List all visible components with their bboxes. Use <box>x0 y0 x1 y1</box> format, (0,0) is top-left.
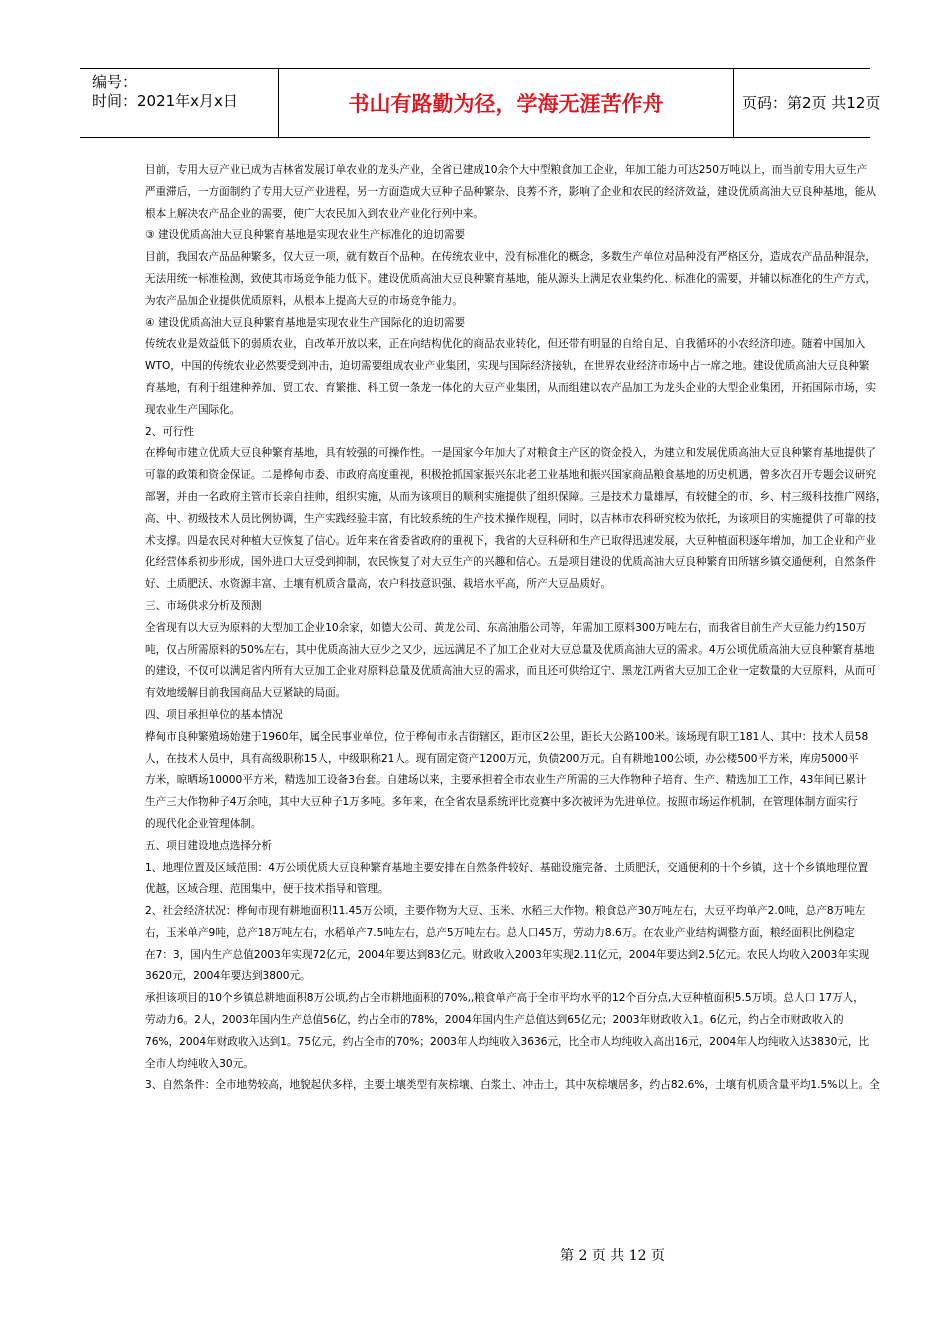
header-page-cell <box>732 69 881 137</box>
body-line: WTO，中国的传统农业必然要受到冲击，迫切需要组成农业产业集团，实现与国际经济接轨，在世界农业经济市场中占一席之地。建设优质高油大豆良种繁 <box>145 360 870 373</box>
body-line: 右，玉米单产9吨，总产18万吨左右，水稻单产7.5吨左右，总产5万吨左右。总人口45万，劳动力8.6万。在农业产业结构调整方面，粮经面积比例稳定 <box>145 926 855 939</box>
header-motto-cell <box>278 69 734 137</box>
body-line: 1、地理位置及区域范围：4万公顷优质大豆良种繁育基地主要安排在自然条件较好、基础设施完备、土质肥沃，交通便利的十个乡镇，这十个乡镇地理位置 <box>145 861 869 874</box>
body-line: ③ 建设优质高油大豆良种繁育基地是实现农业生产标准化的迫切需要 <box>145 229 466 242</box>
body-line: 的建设，不仅可以满足省内所有大豆加工企业对原料总量及优质高油大豆的需求，而且还可供给辽宁、黑龙江两省大豆加工企业一定数量的大豆原料，从而可 <box>145 665 876 678</box>
body-line: 四、项目承担单位的基本情况 <box>145 708 283 721</box>
body-line: 吨，仅占所需原料的50%左右，其中优质高油大豆少之又少，远远满足不了加工企业对大豆总量及优质高油大豆的需求。4万公顷优质高油大豆良种繁育基地 <box>145 643 875 656</box>
body-line: 术支撑。四是农民对种植大豆恢复了信心。近年来在省委省政府的重视下，我省的大豆科研和生产已取得迅速发展，大豆种植面积逐年增加，加工企业和产业 <box>145 534 876 547</box>
header-meta-cell <box>80 69 278 137</box>
body-text <box>145 160 887 1097</box>
body-line: 为农产品加企业提供优质原料，从根本上提高大豆的市场竞争能力。 <box>145 294 463 307</box>
body-line: 育基地，有利于组建种养加、贸工农、育繁推、科工贸一条龙一体化的大豆产业集团，从而组建以农产品加工为龙头企业的大型企业集团，开拓国际市场，实 <box>145 381 876 394</box>
body-line: 在桦甸市建立优质大豆良种繁育基地，具有较强的可操作性。一是国家今年加大了对粮食主产区的资金投入，为建立和发展优质高油大豆良种繁育基地提供了 <box>145 447 876 460</box>
body-line: 劳动力6。2人，2003年国内生产总值56亿，约占全市的78%，2004年国内生产总值达到65亿元；2003年财政收入1。6亿元，约占全市财政收入的 <box>145 1014 844 1027</box>
body-line: 优越，区域合理、范围集中，便于技术指导和管理。 <box>145 883 389 896</box>
page-header <box>80 68 881 138</box>
header-page-code: 页码：第2页 共12页 <box>742 94 881 112</box>
body-line: 桦甸市良种繁殖场始建于1960年，属全民事业单位，位于桦甸市永吉街辖区，距市区2公里，距长大公路100米。该场现有职工181人、其中：技术人员58 <box>145 730 869 743</box>
header-motto: 书山有路勤为径，学海无涯苦作舟 <box>348 92 664 116</box>
body-line: 全市人均纯收入30元。 <box>145 1057 254 1070</box>
body-line: 目前，我国农产品品种繁多，仅大豆一项，就有数百个品种。在传统农业中，没有标准化的概念，多数生产单位对品种没有严格区分，造成农产品品种混杂， <box>145 251 876 264</box>
page-footer: 第 2 页 共 12 页 <box>560 1248 665 1264</box>
body-line: 五、项目建设地点选择分析 <box>145 839 273 852</box>
body-line: 3、自然条件：全市地势较高，地貌起伏多样，主要土壤类型有灰棕壤、白浆土、冲击土，其中灰棕壤居多，约占82.6%，土壤有机质含量平均1.5%以上。全 <box>145 1079 880 1092</box>
body-line: 76%，2004年财政收入达到1。75亿元，约占全市的70%；2003年人均纯收入3636元，比全市人均纯收入高出16元，2004年人均纯收入达3830元，比 <box>145 1035 870 1048</box>
body-line: 2、可行性 <box>145 425 195 438</box>
body-line: 化经营体系初步形成，国外进口大豆受到抑制，农民恢复了对大豆生产的兴趣和信心。五是项目建设的优质高油大豆良种繁育田所辖乡镇交通便利，自然条件 <box>145 556 876 569</box>
body-line: 好、土质肥沃、水资源丰富、土壤有机质含量高，农户科技意识强、栽培水平高，所产大豆品质好。 <box>145 578 612 591</box>
body-line: 生产三大作物种子4万余吨，其中大豆种子1万多吨。多年来，在全省农垦系统评比竞赛中多次被评为先进单位。按照市场运作机制，在管理体制方面实行 <box>145 796 858 809</box>
body-line: ④ 建设优质高油大豆良种繁育基地是实现农业生产国际化的迫切需要 <box>145 316 466 329</box>
body-line: 承担该项目的10个乡镇总耕地面积8万公顷,约占全市耕地面积的70%,,粮食单产高于全市平均水平的12个百分点,大豆种植面积5.5万顷。总人口 17万人， <box>145 992 864 1005</box>
body-line: 可靠的政策和资金保证。二是桦甸市委、市政府高度重视，积极抢抓国家振兴东北老工业基地和振兴国家商品粮食基地的历史机遇，曾多次召开专题会议研究 <box>145 469 876 482</box>
body-line: 2、社会经济状况：桦甸市现有耕地面积11.45万公顷，主要作物为大豆、玉米、水稻三大作物。粮食总产30万吨左右，大豆平均单产2.0吨，总产8万吨左 <box>145 905 866 918</box>
body-line: 高、中、初级技术人员比例协调，生产实践经验丰富，有比较系统的生产技术操作规程，同时，以吉林市农科研究校为依托，为该项目的实施提供了可靠的技 <box>145 512 876 525</box>
body-line: 有效地缓解目前我国商品大豆紧缺的局面。 <box>145 687 347 700</box>
body-line: 现农业生产国际化。 <box>145 403 241 416</box>
body-line: 3620元，2004年要达到3800元。 <box>145 970 311 983</box>
body-line: 目前，专用大豆产业已成为吉林省发展订单农业的龙头产业，全省已建成10余个大中型粮食加工企业，年加工能力可达250万吨以上，而当前专用大豆生产 <box>145 164 868 176</box>
body-line: 严重滞后，一方面制约了专用大豆产业进程，另一方面造成大豆种子品种繁杂、良莠不齐，影响了企业和农民的经济效益，建设优质高油大豆良种基地，能从 <box>145 185 876 198</box>
body-line: 方米，晾晒场10000平方米，精选加工设备3台套。自建场以来，主要承担着全市农业生产所需的三大作物种子培育、生产、精选加工工作，43年间已累计 <box>145 774 867 787</box>
document-number-label: 编号： <box>92 73 138 91</box>
body-line: 在7：3，国内生产总值2003年实现72亿元，2004年要达到83亿元。财政收入2003年实现2.11亿元，2004年要达到2.5亿元。农民人均收入2003年实现 <box>145 948 870 961</box>
body-line: 的现代化企业管理体制。 <box>145 817 262 830</box>
body-line: 全省现有以大豆为原料的大型加工企业10余家，如德大公司、黄龙公司、东高油脂公司等，年需加工原料300万吨左右，而我省目前生产大豆能力约150万 <box>145 621 867 634</box>
body-line: 传统农业是效益低下的弱质农业，自改革开放以来，正在向结构优化的商品农业转化，但还带有明显的自给自足、自我循环的小农经济印迹。随着中国加入 <box>145 338 866 351</box>
body-line: 无法用统一标准检测，致使其市场竞争能力低下。建设优质高油大豆良种繁育基地，能从源头上满足农业集约化、标准化的需要，并辅以标准化的生产方式， <box>145 272 876 285</box>
body-line: 人，在技术人员中，具有高级职称15人，中级职称21人。现有固定资产1200万元，负债200万元。自有耕地100公顷，办公楼500平方米，库房5000平 <box>145 752 859 765</box>
body-line: 三、市场供求分析及预测 <box>145 599 262 612</box>
document-date: 时间：2021年x月x日 <box>92 92 238 110</box>
body-line: 部署，并由一名政府主管市长亲自挂帅，组织实施，从而为该项目的顺利实施提供了组织保障。三是技术力量雄厚，有较健全的市、乡、村三级科技推广网络， <box>145 490 887 503</box>
body-line: 根本上解决农产品企业的需要，使广大农民加入到农业产业化行列中来。 <box>145 207 484 220</box>
